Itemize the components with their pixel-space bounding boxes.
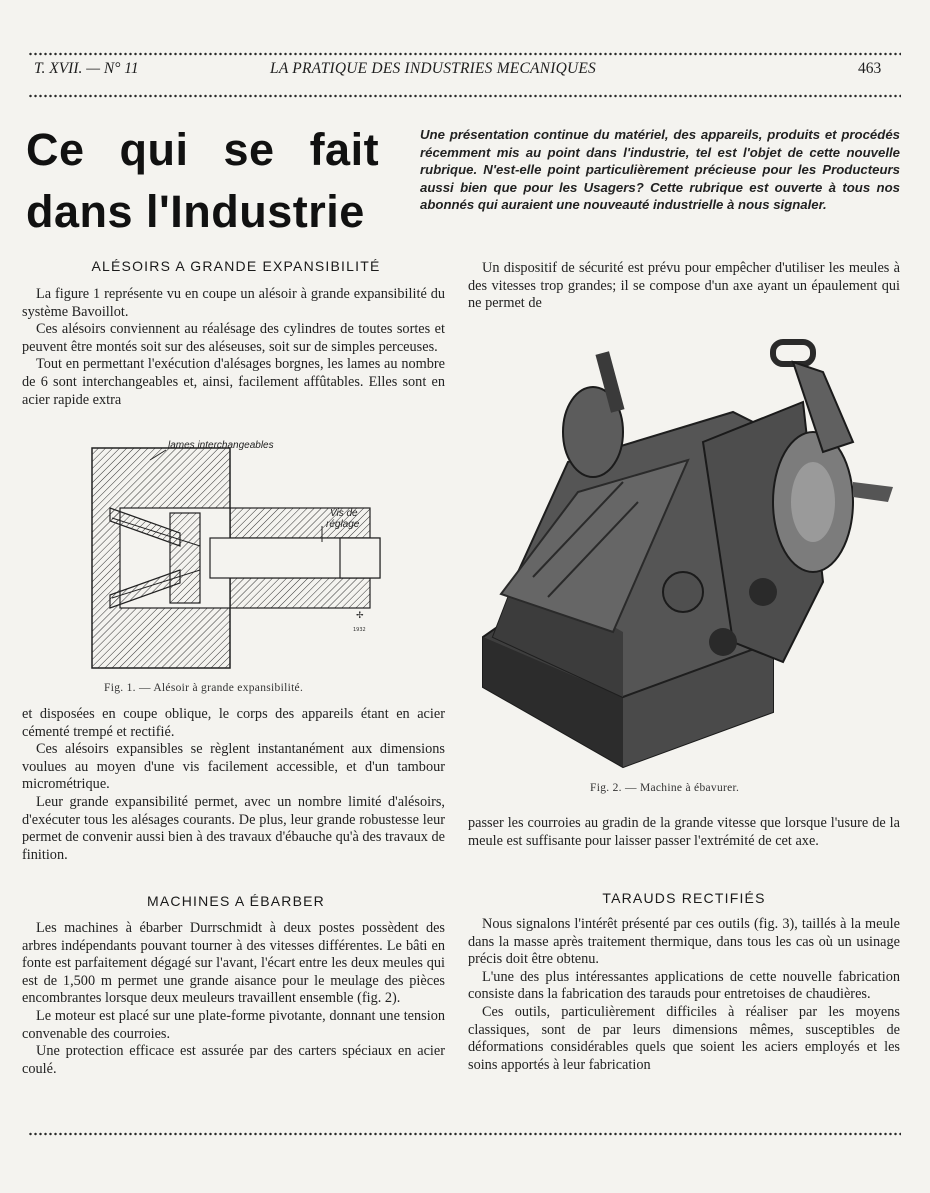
- volume-issue: T. XVII. — N° 11: [34, 60, 139, 77]
- paragraph: Les machines à ébarber Durrschmidt à deux postes possèdent des arbres indépendants pouvant tourner à des vitesses différentes. Le bâti en fonte est parfaitement dégagé sur l'avant, l'écart entre les deux meules qui est de 1,500 m permet une grande aisance pour le meulage des pièces encombrantes lorsque deux meuleurs travaillent ensemble (fig. 2).: [22, 920, 445, 1007]
- paragraph: et disposées en coupe oblique, le corps des appareils étant en acier cémenté trempé et rectifié.: [22, 706, 445, 740]
- drawing-mark-icon: ✢: [356, 611, 364, 621]
- section-heading-tarauds: TARAUDS RECTIFIÉS: [602, 890, 766, 906]
- page-title-line2: dans l'Industrie: [26, 186, 365, 237]
- paragraph: Nous signalons l'intérêt présenté par ces outils (fig. 3), taillés à la meule dans la masse après traitement thermique, dans tous les cas où un usinage précis doit être obtenu.: [468, 916, 900, 968]
- tarauds-text: [468, 916, 900, 1074]
- section-heading-alesoirs: ALÉSOIRS A GRANDE EXPANSIBILITÉ: [91, 258, 381, 274]
- header-top-rule: [28, 52, 901, 56]
- paragraph: passer les courroies au gradin de la grande vitesse que lorsque l'usure de la meule est suffisante pour laisser passer l'extrémité de cet axe.: [468, 815, 900, 849]
- paragraph: Un dispositif de sécurité est prévu pour empêcher d'utiliser les meules à des vitesses trop grandes; il se compose d'un axe ayant un épaulement qui ne permet de: [468, 260, 900, 312]
- label-lames-interchangeables: lames interchangeables: [168, 440, 274, 451]
- belt-text: [468, 815, 900, 850]
- figure2-caption: Fig. 2. — Machine à ébavurer.: [590, 782, 740, 794]
- page-number: 463: [858, 60, 882, 77]
- rubric-intro: Une présentation continue du matériel, des appareils, produits et procédés récemment mis au point dans l'industrie, tel est l'objet de cette nouvelle rubrique. N'est-elle point particulièrement précieuse pour les Producteurs aussi bien que pour les Usagers? Cette rubrique est ouverte à tous nos abonnés qui auraient une nouveauté industrielle à nous signaler.: [420, 127, 900, 213]
- page-title-line1: Ce qui se fait: [26, 124, 380, 175]
- figure1-caption: Fig. 1. — Alésoir à grande expansibilité.: [104, 682, 304, 694]
- alesoirs-text-top: [22, 286, 445, 409]
- deburring-machine-photo: [473, 332, 903, 772]
- safety-text: [468, 260, 900, 313]
- paragraph: La figure 1 représente vu en coupe un alésoir à grande expansibilité du système Bavoillot.: [22, 286, 445, 320]
- paragraph: Ces alésoirs conviennent au réalésage des cylindres de toutes sortes et peuvent être montés soit sur des aléseuses, soit sur de simples perceuses.: [22, 321, 445, 355]
- paragraph: Leur grande expansibilité permet, avec un nombre limité d'alésoirs, d'exécuter tous les alésages courants. De plus, leur grande robustesse leur permet de convenir aussi bien à des travaux d'ébauche qu'à des travaux de finition.: [22, 793, 445, 863]
- paragraph: Une protection efficace est assurée par des carters spéciaux en acier coulé.: [22, 1043, 445, 1077]
- header-bottom-rule: [28, 94, 901, 98]
- paragraph: Tout en permettant l'exécution d'alésages borgnes, les lames au nombre de 6 sont interchangeables et, ainsi, facilement affûtables. Elles sont en acier rapide extra: [22, 356, 445, 408]
- label-reglage: réglage: [326, 519, 360, 530]
- paragraph: L'une des plus intéressantes applications de cette nouvelle fabrication consiste dans la fabrication des tarauds pour entretoises de chaudières.: [468, 968, 900, 1003]
- footer-rule: [28, 1132, 901, 1136]
- paragraph: Ces outils, particulièrement difficiles à réaliser par les moyens classiques, sont de par leurs dimensions mêmes, susceptibles de déformations considérables quels que soient les aciers employés et les soins apportés à leur fabrication: [468, 1003, 900, 1073]
- section-heading-machines: MACHINES A ÉBARBER: [147, 893, 325, 909]
- drawing-code: 1932: [353, 627, 366, 633]
- paragraph: Le moteur est placé sur une plate-forme pivotante, donnant une tension convenable des courroies.: [22, 1007, 445, 1042]
- alesoirs-text-bottom: [22, 706, 445, 864]
- journal-title: LA PRATIQUE DES INDUSTRIES MECANIQUES: [270, 60, 596, 77]
- machines-text: [22, 920, 445, 1078]
- reamer-section-drawing: [80, 438, 410, 678]
- label-vis-de: Vis de: [330, 508, 358, 519]
- paragraph: Ces alésoirs expansibles se règlent instantanément aux dimensions voulues au moyen d'une vis facilement accessible, et d'un tambour micrométrique.: [22, 741, 445, 793]
